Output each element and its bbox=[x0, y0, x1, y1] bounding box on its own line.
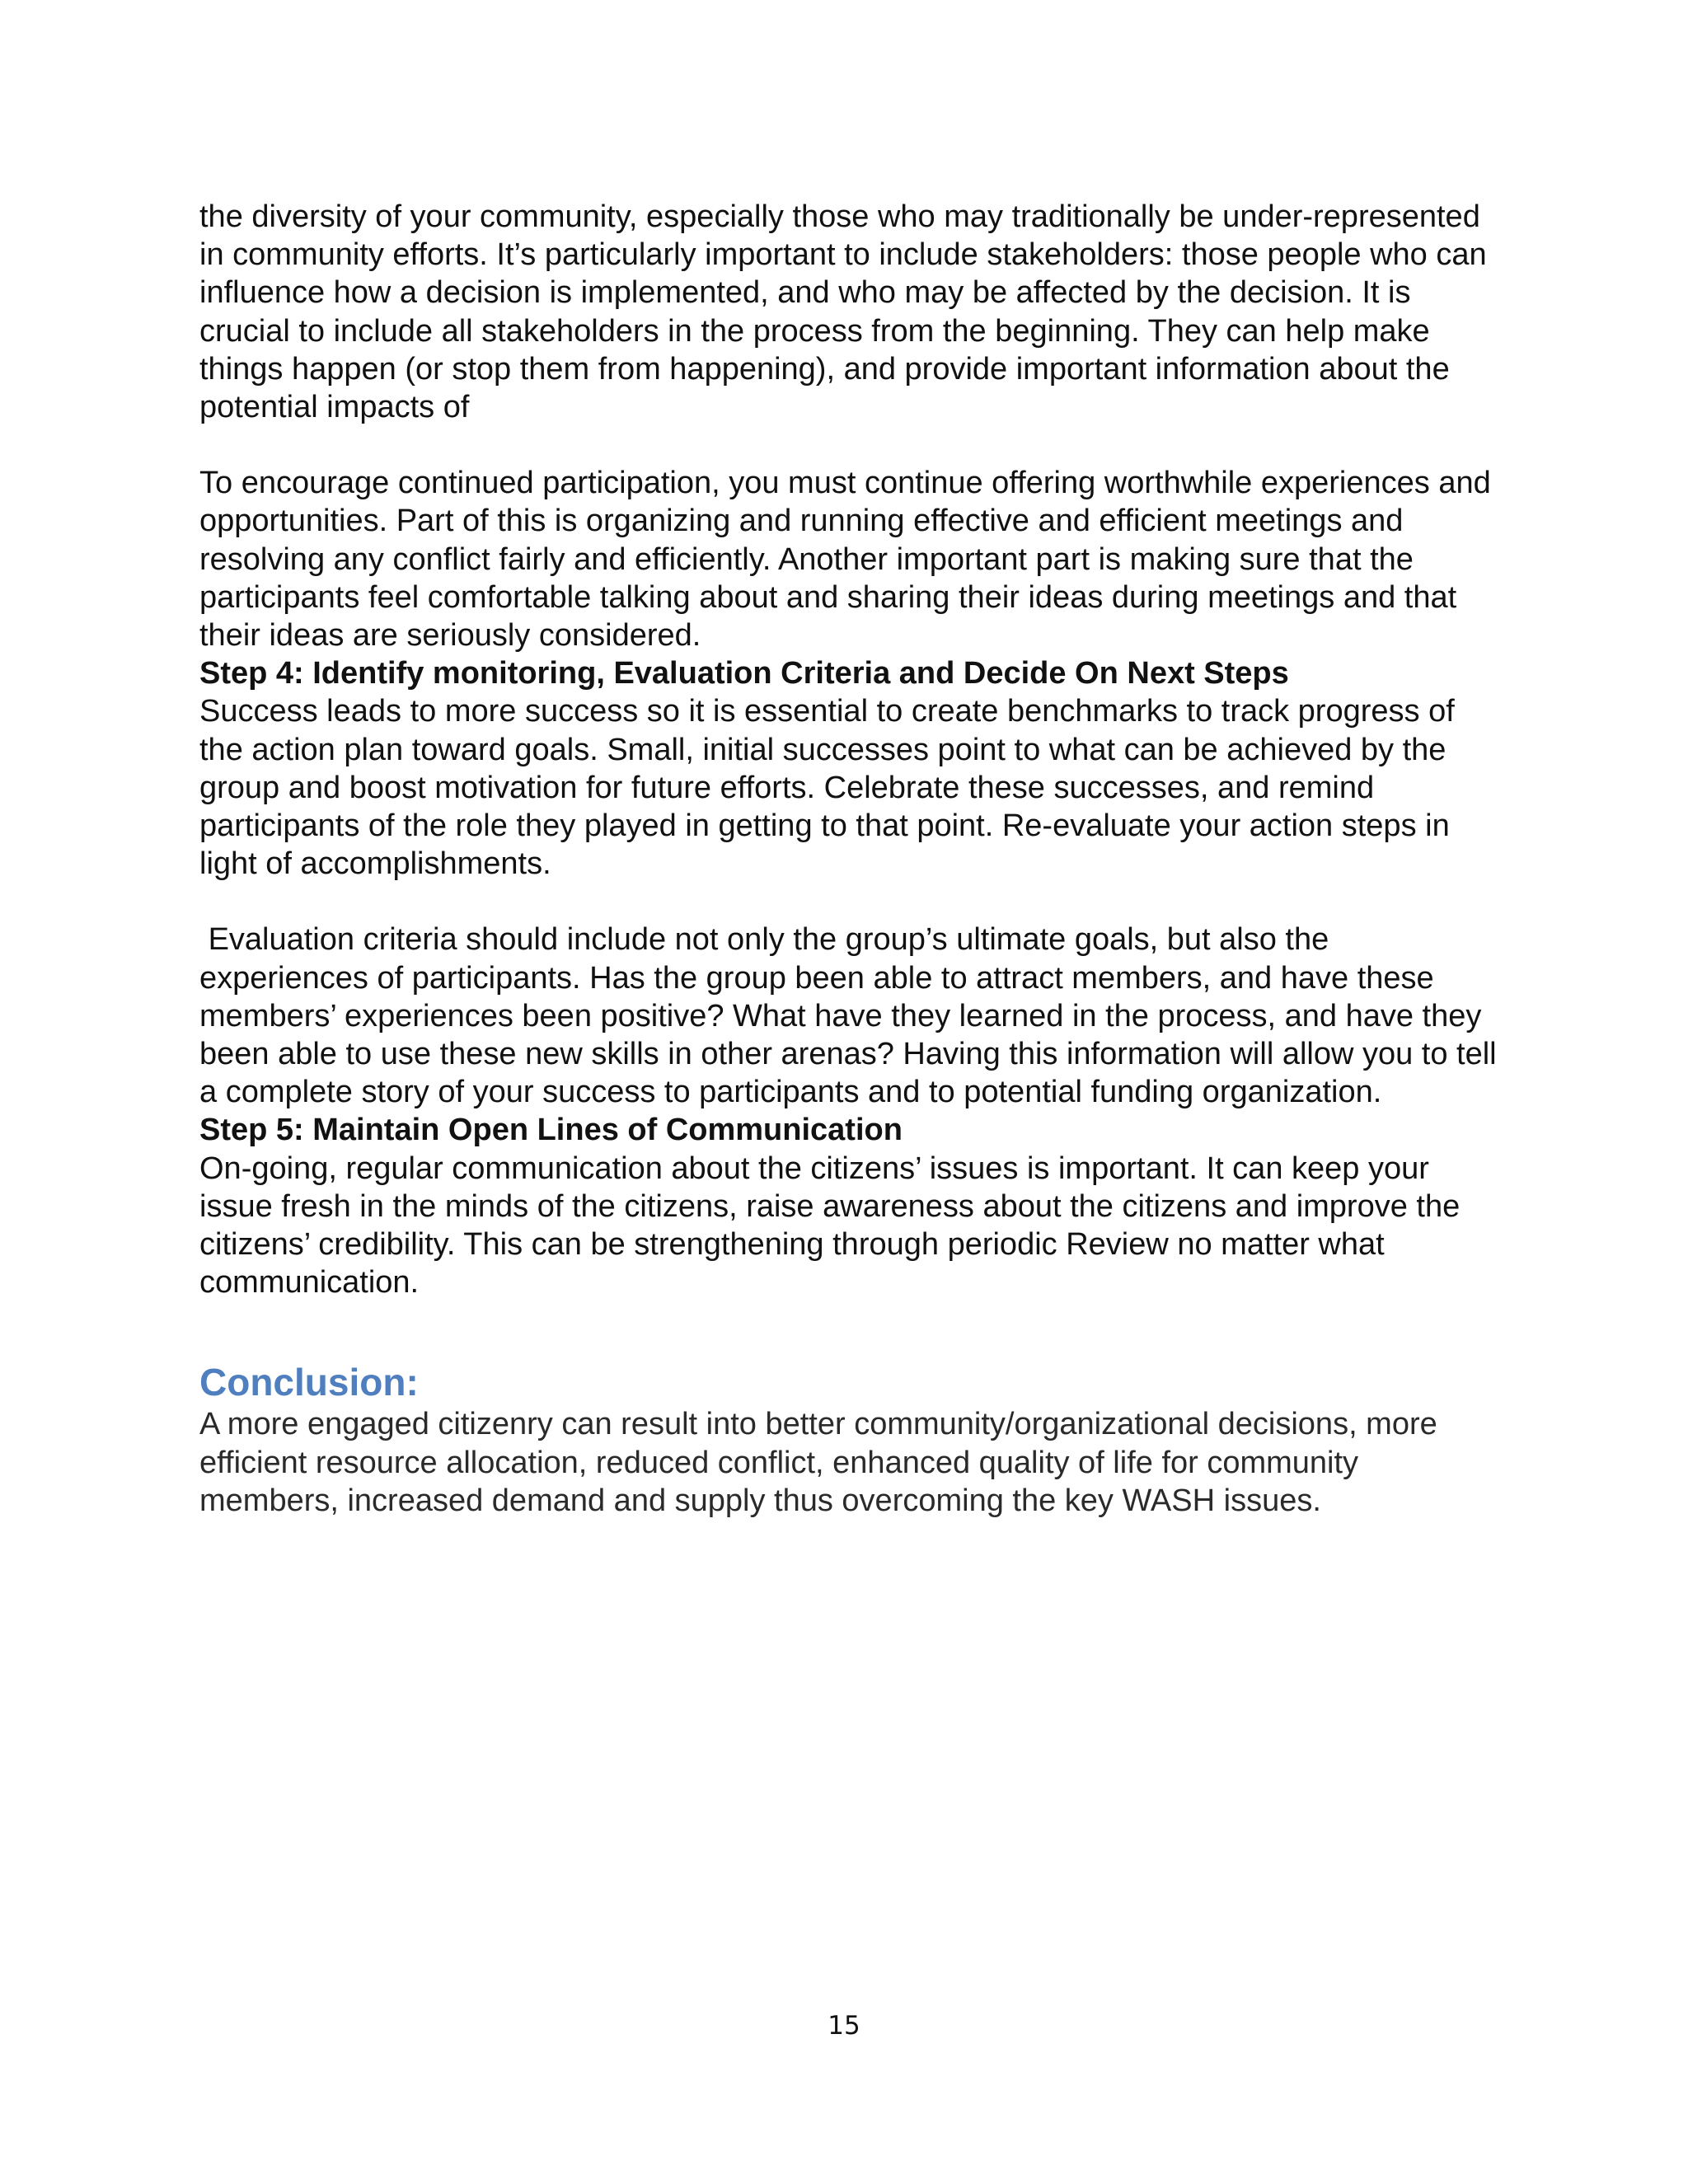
conclusion-heading: Conclusion: bbox=[199, 1361, 419, 1404]
paragraph-stakeholders: the diversity of your community, especially those who may traditionally be under-represented in community efforts. It’s particularly important to include stakeholders: those people who can influence how a decision is implemented, and who may be affected by the decision. It is crucial to include all stakeholders in the process from the beginning. They can help make things happen (or stop them from happening), and provide important information about the potential impacts of bbox=[199, 199, 1487, 425]
step-4-heading: Step 4: Identify monitoring, Evaluation Criteria and Decide On Next Steps bbox=[199, 656, 1289, 691]
step-5-body: On-going, regular communication about the citizens’ issues is important. It can keep your issue fresh in the minds of the citizens, raise awareness about the citizens and improve the citizens’ credibility. This can be strengthening through periodic Review no matter what communication. bbox=[199, 1151, 1461, 1301]
page-number: 15 bbox=[828, 2011, 860, 2041]
paragraph-participation: To encourage continued participation, you must continue offering worthwhile experiences and opportunities. Part of this is organizing and running effective and efficient meetings and resolving any conflict fairly and efficiently. Another important part is making sure that the participants feel comfortable talking about and sharing their ideas during meetings and that their ideas are seriously considered. bbox=[199, 466, 1491, 654]
step-4-body-success: Success leads to more success so it is essential to create benchmarks to track progress of the action plan toward goals. Small, initial successes point to what can be achieved by the group and boost motivation for future efforts. Celebrate these successes, and remind participants of the role they played in getting to that point. Re-evaluate your action steps in light of accomplishments. bbox=[199, 694, 1455, 882]
step-5-heading: Step 5: Maintain Open Lines of Communication bbox=[199, 1113, 903, 1148]
page-content bbox=[199, 198, 1506, 1520]
step-4-body-evaluation: Evaluation criteria should include not only the group’s ultimate goals, but also the experiences of participants. Has the group been able to attract members, and have these members’ experiences been positive? What have they learned in the process, and have they been able to use these new skills in other arenas? Having this information will allow you to tell a complete story of your success to participants and to potential funding organization. bbox=[199, 922, 1506, 1110]
conclusion-body: A more engaged citizenry can result into better community/organizational decisions, more efficient resource allocation, reduced conflict, enhanced quality of life for community members, increased demand and supply thus overcoming the key WASH issues. bbox=[199, 1407, 1437, 1518]
